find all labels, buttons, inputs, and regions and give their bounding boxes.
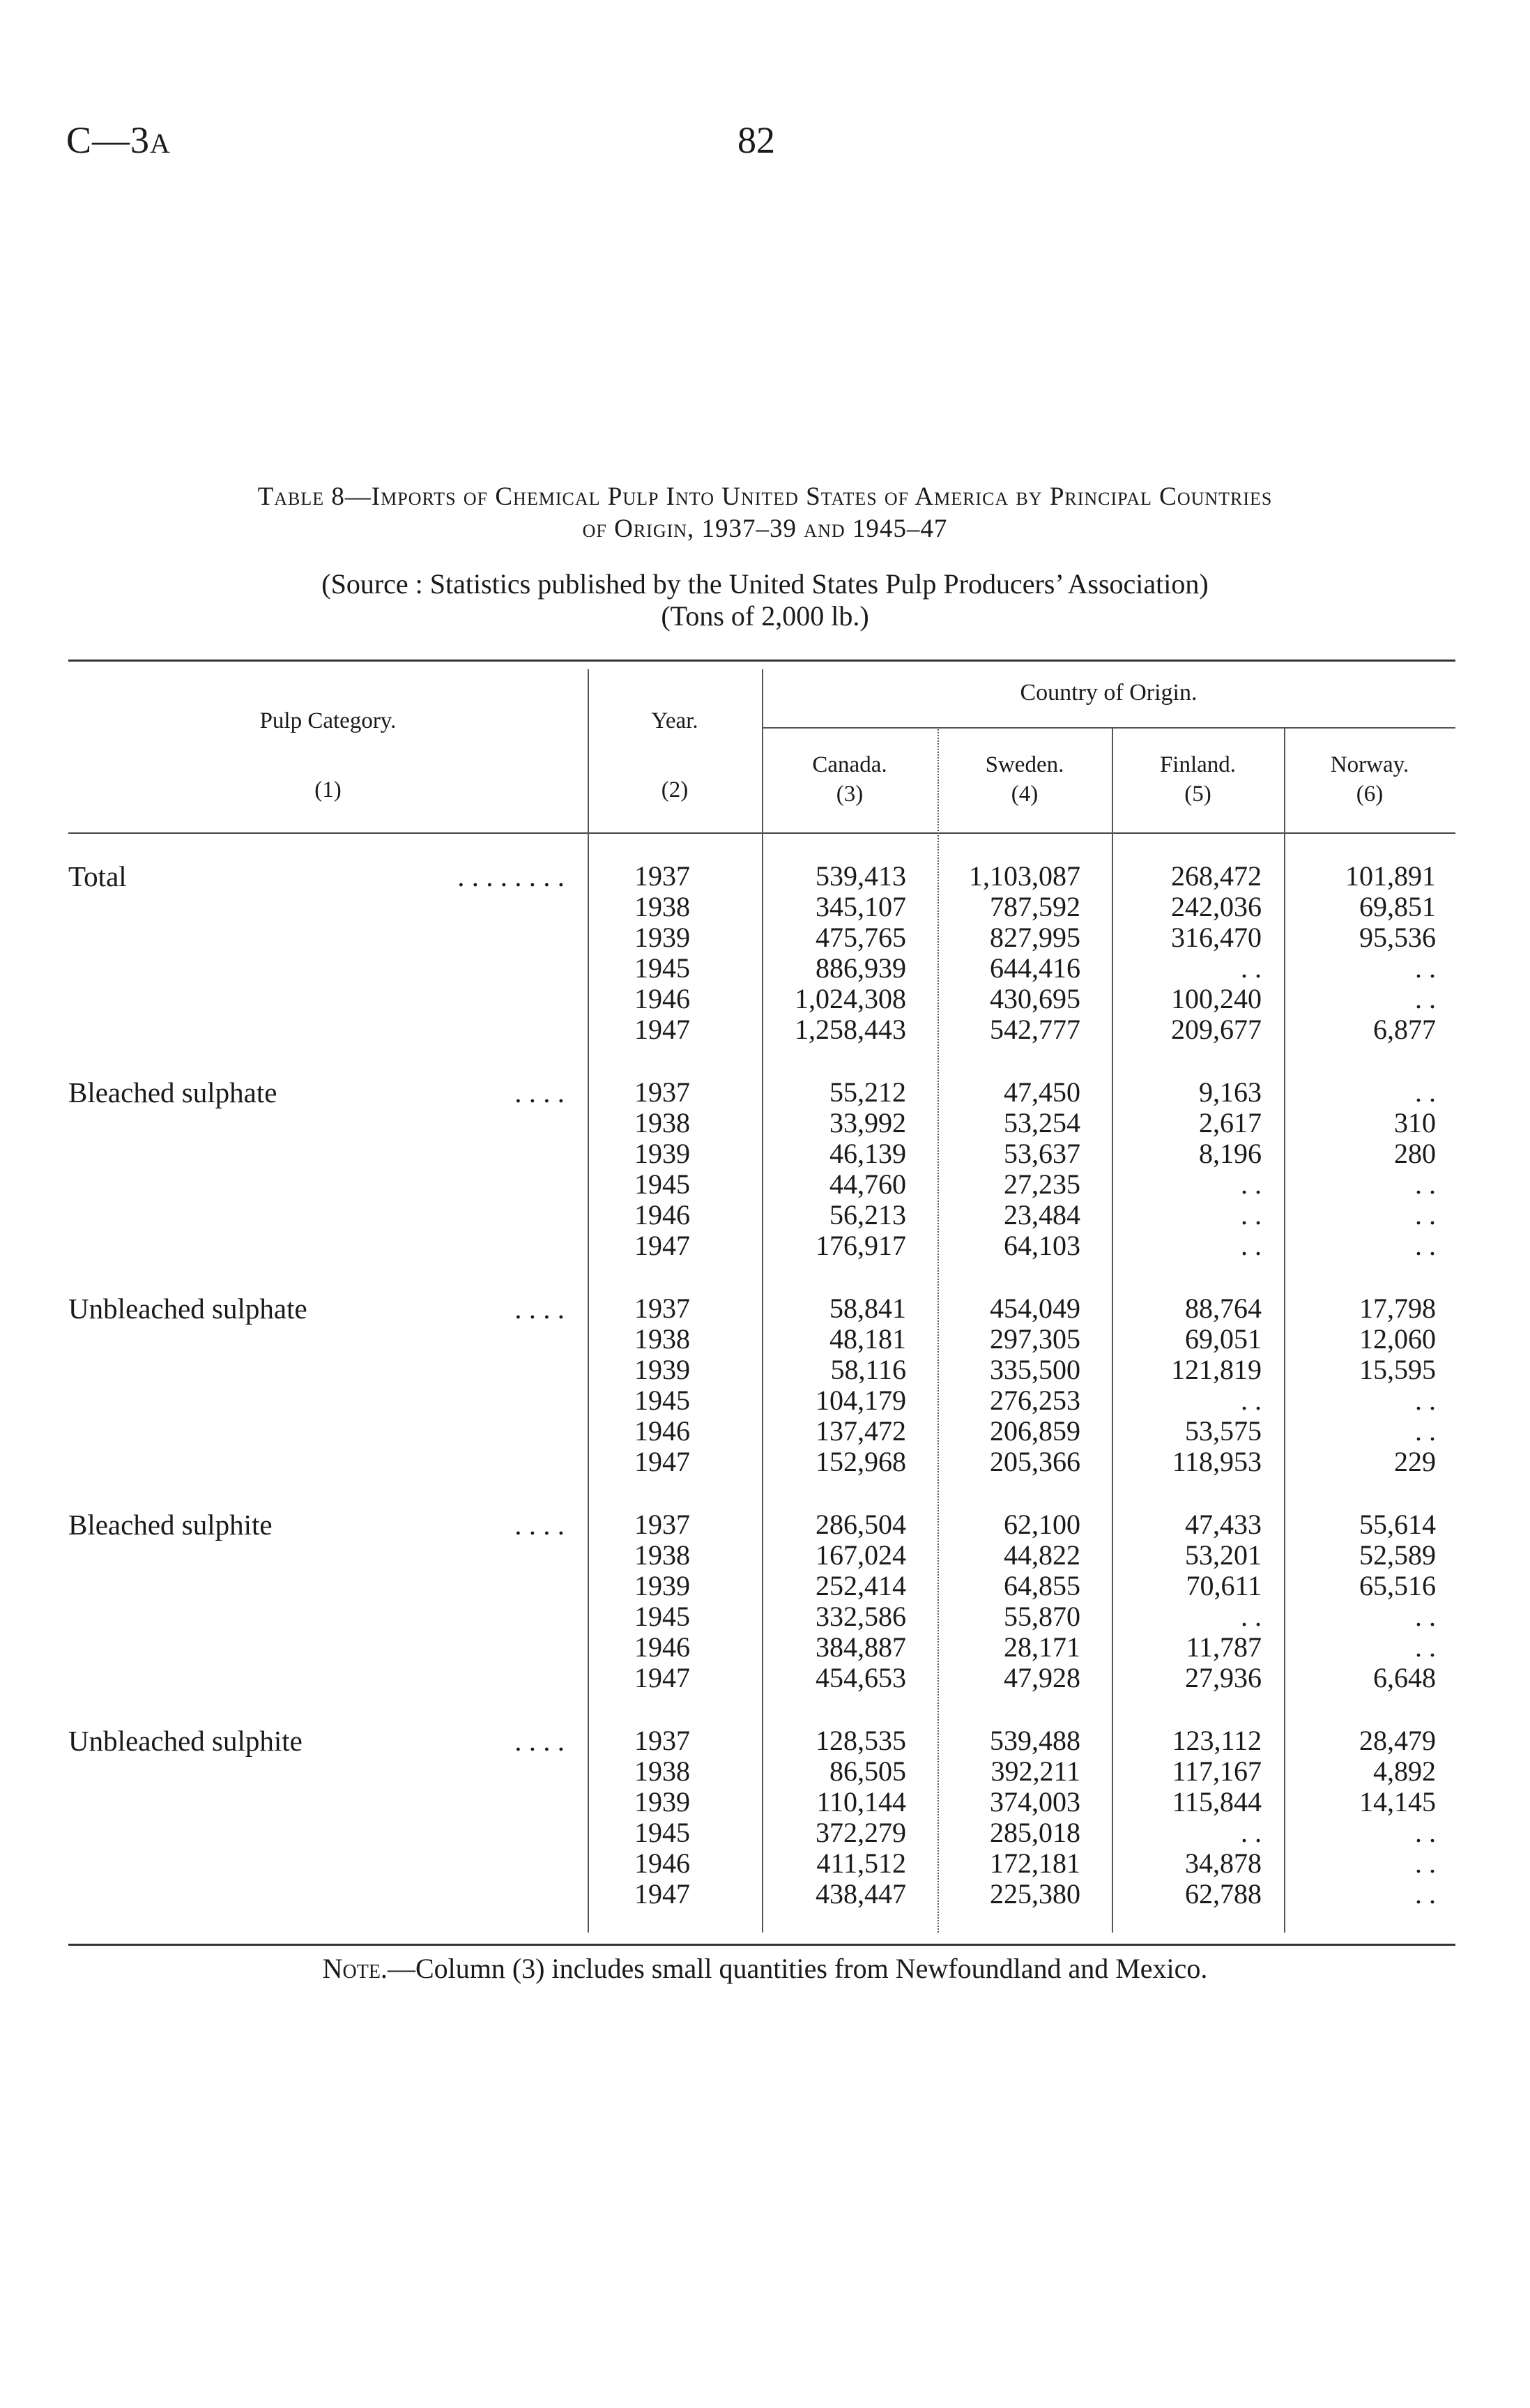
value-cell: 64,103 <box>1004 1230 1080 1261</box>
canada-column <box>767 1509 906 1693</box>
document-code-suffix: A <box>150 128 171 159</box>
header-canada-num: (3) <box>836 782 864 807</box>
value-cell: 15,595 <box>1359 1354 1436 1385</box>
year-cell: 1945 <box>634 1817 690 1848</box>
year-cell: 1945 <box>634 1601 690 1632</box>
leader-dots: . . . . <box>514 1725 565 1757</box>
value-cell: 206,859 <box>990 1415 1080 1447</box>
category-group-bleached-sulphate <box>0 1077 1530 1261</box>
page-number: 82 <box>737 119 775 161</box>
value-cell: 11,787 <box>1186 1631 1262 1663</box>
finland-column <box>1122 1509 1262 1693</box>
sweden-column <box>941 1725 1080 1910</box>
header-sweden-label: Sweden. <box>985 752 1064 777</box>
canada-column <box>767 1293 906 1477</box>
category-group-total <box>0 861 1530 1045</box>
year-cell: 1939 <box>634 1138 690 1169</box>
header-finland <box>1112 750 1284 809</box>
units-line: (Tons of 2,000 lb.) <box>661 600 869 632</box>
value-cell: 58,116 <box>830 1354 906 1385</box>
value-cell: 56,213 <box>829 1199 906 1230</box>
category-label: Unbleached sulphite <box>68 1725 303 1757</box>
value-cell: . . <box>1415 1076 1436 1108</box>
year-cell: 1939 <box>634 1786 690 1818</box>
value-cell: 1,258,443 <box>795 1014 906 1045</box>
value-cell: 115,844 <box>1172 1786 1262 1818</box>
value-cell: 539,488 <box>990 1725 1080 1756</box>
value-cell: 384,887 <box>816 1631 906 1663</box>
sweden-column <box>941 1509 1080 1693</box>
value-cell: 787,592 <box>990 891 1080 922</box>
year-column <box>613 1725 711 1910</box>
value-cell: 27,235 <box>1004 1168 1080 1200</box>
value-cell: . . <box>1415 1817 1436 1848</box>
value-cell: 542,777 <box>990 1014 1080 1045</box>
value-cell: 46,139 <box>829 1138 906 1169</box>
header-canada-label: Canada. <box>812 752 887 777</box>
value-cell: 69,851 <box>1359 891 1436 922</box>
year-cell: 1947 <box>634 1878 690 1910</box>
value-cell: . . <box>1241 1230 1262 1261</box>
value-cell: . . <box>1241 1199 1262 1230</box>
value-cell: 44,760 <box>829 1168 906 1200</box>
sweden-column <box>941 861 1080 1045</box>
header-finland-num: (5) <box>1184 782 1211 807</box>
table-source <box>56 568 1474 632</box>
header-finland-label: Finland. <box>1159 752 1237 777</box>
table-title-line-1: Table 8—Imports of Chemical Pulp Into United States of America by Principal Countries <box>257 482 1273 511</box>
leader-dots: . . . . . . . . <box>457 860 565 892</box>
value-cell: 28,171 <box>1004 1631 1080 1663</box>
value-cell: 47,433 <box>1185 1509 1262 1540</box>
value-cell: 121,819 <box>1171 1354 1262 1385</box>
value-cell: 128,535 <box>816 1725 906 1756</box>
source-line: (Source : Statistics published by the United States Pulp Producers’ Association) <box>321 568 1209 600</box>
value-cell: 310 <box>1394 1107 1436 1138</box>
value-cell: 95,536 <box>1359 922 1436 953</box>
value-cell: 117,167 <box>1172 1755 1262 1787</box>
value-cell: 286,504 <box>816 1509 906 1540</box>
value-cell: 276,253 <box>990 1385 1080 1416</box>
value-cell: 454,049 <box>990 1293 1080 1324</box>
value-cell: 6,648 <box>1373 1662 1436 1693</box>
value-cell: 392,211 <box>990 1755 1080 1787</box>
value-cell: 58,841 <box>829 1293 906 1324</box>
value-cell: 1,024,308 <box>795 983 906 1014</box>
value-cell: 110,144 <box>816 1786 906 1818</box>
norway-column <box>1296 1077 1436 1261</box>
value-cell: 205,366 <box>990 1446 1080 1477</box>
year-cell: 1945 <box>634 952 690 984</box>
year-cell: 1946 <box>634 983 690 1014</box>
category-group-bleached-sulphite <box>0 1509 1530 1693</box>
value-cell: 209,677 <box>1171 1014 1262 1045</box>
value-cell: 104,179 <box>816 1385 906 1416</box>
value-cell: 172,181 <box>990 1847 1080 1879</box>
value-cell: . . <box>1415 1631 1436 1663</box>
year-cell: 1937 <box>634 1509 690 1540</box>
value-cell: . . <box>1415 1847 1436 1879</box>
value-cell: . . <box>1415 1168 1436 1200</box>
value-cell: 176,917 <box>816 1230 906 1261</box>
document-code <box>66 119 171 162</box>
header-norway-num: (6) <box>1356 782 1384 807</box>
header-country-of-origin: Country of Origin. <box>1020 680 1198 706</box>
value-cell: 2,617 <box>1199 1107 1262 1138</box>
value-cell: 53,201 <box>1185 1539 1262 1571</box>
leader-dots: . . . . <box>514 1509 565 1541</box>
header-sweden-num: (4) <box>1011 782 1039 807</box>
value-cell: 55,614 <box>1359 1509 1436 1540</box>
table-bottom-rule <box>68 1944 1455 1946</box>
value-cell: . . <box>1415 1878 1436 1910</box>
finland-column <box>1122 1725 1262 1910</box>
value-cell: 6,877 <box>1373 1014 1436 1045</box>
category-group-unbleached-sulphate <box>0 1293 1530 1477</box>
category-group-unbleached-sulphite <box>0 1725 1530 1910</box>
year-cell: 1938 <box>634 1755 690 1787</box>
value-cell: 229 <box>1394 1446 1436 1477</box>
value-cell: 137,472 <box>816 1415 906 1447</box>
year-cell: 1945 <box>634 1385 690 1416</box>
value-cell: 47,450 <box>1004 1076 1080 1108</box>
year-cell: 1937 <box>634 1725 690 1756</box>
table-title-line-2: of Origin, 1937–39 and 1945–47 <box>582 515 948 543</box>
value-cell: 123,112 <box>1172 1725 1262 1756</box>
value-cell: 65,516 <box>1359 1570 1436 1601</box>
value-cell: 332,586 <box>816 1601 906 1632</box>
value-cell: 100,240 <box>1171 983 1262 1014</box>
value-cell: . . <box>1415 983 1436 1014</box>
value-cell: . . <box>1415 1601 1436 1632</box>
value-cell: 62,788 <box>1185 1878 1262 1910</box>
value-cell: 44,822 <box>1004 1539 1080 1571</box>
value-cell: 69,051 <box>1185 1323 1262 1355</box>
value-cell: . . <box>1415 1230 1436 1261</box>
value-cell: 14,145 <box>1359 1786 1436 1818</box>
year-column <box>613 1077 711 1261</box>
value-cell: 53,575 <box>1185 1415 1262 1447</box>
norway-column <box>1296 861 1436 1045</box>
value-cell: 17,798 <box>1359 1293 1436 1324</box>
value-cell: 70,611 <box>1186 1570 1262 1601</box>
value-cell: . . <box>1415 1415 1436 1447</box>
year-cell: 1938 <box>634 1539 690 1571</box>
value-cell: 285,018 <box>990 1817 1080 1848</box>
year-cell: 1937 <box>634 1293 690 1324</box>
value-cell: 53,637 <box>1004 1138 1080 1169</box>
value-cell: 118,953 <box>1172 1446 1262 1477</box>
value-cell: 34,878 <box>1185 1847 1262 1879</box>
value-cell: . . <box>1241 952 1262 984</box>
header-category: Pulp Category. <box>259 708 397 733</box>
table-top-rule <box>68 660 1455 662</box>
value-cell: 886,939 <box>816 952 906 984</box>
value-cell: 827,995 <box>990 922 1080 953</box>
value-cell: 27,936 <box>1185 1662 1262 1693</box>
year-cell: 1946 <box>634 1415 690 1447</box>
year-cell: 1947 <box>634 1230 690 1261</box>
value-cell: . . <box>1415 1199 1436 1230</box>
value-cell: 47,928 <box>1004 1662 1080 1693</box>
value-cell: . . <box>1241 1385 1262 1416</box>
year-column <box>613 1293 711 1477</box>
value-cell: 28,479 <box>1359 1725 1436 1756</box>
category-label: Total <box>68 860 127 892</box>
year-cell: 1938 <box>634 1323 690 1355</box>
year-cell: 1938 <box>634 1107 690 1138</box>
sweden-column <box>941 1293 1080 1477</box>
value-cell: 280 <box>1394 1138 1436 1169</box>
year-cell: 1939 <box>634 922 690 953</box>
value-cell: 430,695 <box>990 983 1080 1014</box>
country-group-rule <box>762 727 1455 729</box>
header-norway <box>1284 750 1455 809</box>
value-cell: 64,855 <box>1004 1570 1080 1601</box>
value-cell: 374,003 <box>990 1786 1080 1818</box>
year-column <box>613 1509 711 1693</box>
value-cell: 411,512 <box>816 1847 906 1879</box>
value-cell: 297,305 <box>990 1323 1080 1355</box>
finland-column <box>1122 861 1262 1045</box>
value-cell: 12,060 <box>1359 1323 1436 1355</box>
value-cell: 33,992 <box>829 1107 906 1138</box>
value-cell: 335,500 <box>990 1354 1080 1385</box>
value-cell: 88,764 <box>1185 1293 1262 1324</box>
value-cell: 539,413 <box>816 860 906 892</box>
year-cell: 1947 <box>634 1446 690 1477</box>
value-cell: 167,024 <box>816 1539 906 1571</box>
header-year: Year. <box>651 708 698 733</box>
table-title <box>56 481 1474 545</box>
table-note <box>56 1952 1474 1985</box>
norway-column <box>1296 1509 1436 1693</box>
leader-dots: . . . . <box>514 1293 565 1325</box>
value-cell: . . <box>1241 1168 1262 1200</box>
note-text: —Column (3) includes small quantities from Newfoundland and Mexico. <box>387 1953 1208 1984</box>
year-cell: 1947 <box>634 1662 690 1693</box>
value-cell: 8,196 <box>1199 1138 1262 1169</box>
header-canada <box>762 750 938 809</box>
norway-column <box>1296 1293 1436 1477</box>
year-cell: 1946 <box>634 1847 690 1879</box>
header-norway-label: Norway. <box>1330 752 1409 777</box>
value-cell: 62,100 <box>1004 1509 1080 1540</box>
value-cell: 53,254 <box>1004 1107 1080 1138</box>
year-cell: 1946 <box>634 1631 690 1663</box>
value-cell: 438,447 <box>816 1878 906 1910</box>
value-cell: 372,279 <box>816 1817 906 1848</box>
value-cell: 475,765 <box>816 922 906 953</box>
value-cell: 268,472 <box>1171 860 1262 892</box>
value-cell: 225,380 <box>990 1878 1080 1910</box>
year-cell: 1939 <box>634 1354 690 1385</box>
category-label: Unbleached sulphate <box>68 1293 307 1325</box>
value-cell: 101,891 <box>1345 860 1436 892</box>
value-cell: 345,107 <box>816 891 906 922</box>
value-cell: 52,589 <box>1359 1539 1436 1571</box>
value-cell: 454,653 <box>816 1662 906 1693</box>
value-cell: . . <box>1241 1601 1262 1632</box>
finland-column <box>1122 1077 1262 1261</box>
header-year-num: (2) <box>661 777 689 802</box>
value-cell: 55,870 <box>1004 1601 1080 1632</box>
note-label: Note. <box>322 1953 388 1984</box>
leader-dots: . . . . <box>514 1076 565 1108</box>
year-cell: 1937 <box>634 1076 690 1108</box>
header-category-num: (1) <box>314 777 342 802</box>
value-cell: 316,470 <box>1171 922 1262 953</box>
value-cell: . . <box>1415 952 1436 984</box>
value-cell: 152,968 <box>816 1446 906 1477</box>
canada-column <box>767 1077 906 1261</box>
value-cell: 242,036 <box>1171 891 1262 922</box>
year-cell: 1946 <box>634 1199 690 1230</box>
value-cell: 9,163 <box>1199 1076 1262 1108</box>
value-cell: 55,212 <box>829 1076 906 1108</box>
value-cell: 48,181 <box>829 1323 906 1355</box>
value-cell: . . <box>1241 1817 1262 1848</box>
year-cell: 1947 <box>634 1014 690 1045</box>
sweden-column <box>941 1077 1080 1261</box>
value-cell: 23,484 <box>1004 1199 1080 1230</box>
year-cell: 1939 <box>634 1570 690 1601</box>
value-cell: . . <box>1415 1385 1436 1416</box>
category-label: Bleached sulphate <box>68 1076 277 1108</box>
year-cell: 1945 <box>634 1168 690 1200</box>
year-column <box>613 861 711 1045</box>
year-cell: 1937 <box>634 860 690 892</box>
document-code-main: C—3 <box>66 119 151 161</box>
canada-column <box>767 1725 906 1910</box>
finland-column <box>1122 1293 1262 1477</box>
value-cell: 4,892 <box>1373 1755 1436 1787</box>
value-cell: 252,414 <box>816 1570 906 1601</box>
value-cell: 644,416 <box>990 952 1080 984</box>
category-label: Bleached sulphite <box>68 1509 273 1541</box>
value-cell: 86,505 <box>829 1755 906 1787</box>
value-cell: 1,103,087 <box>969 860 1080 892</box>
canada-column <box>767 861 906 1045</box>
header-sweden <box>938 750 1112 809</box>
year-cell: 1938 <box>634 891 690 922</box>
norway-column <box>1296 1725 1436 1910</box>
